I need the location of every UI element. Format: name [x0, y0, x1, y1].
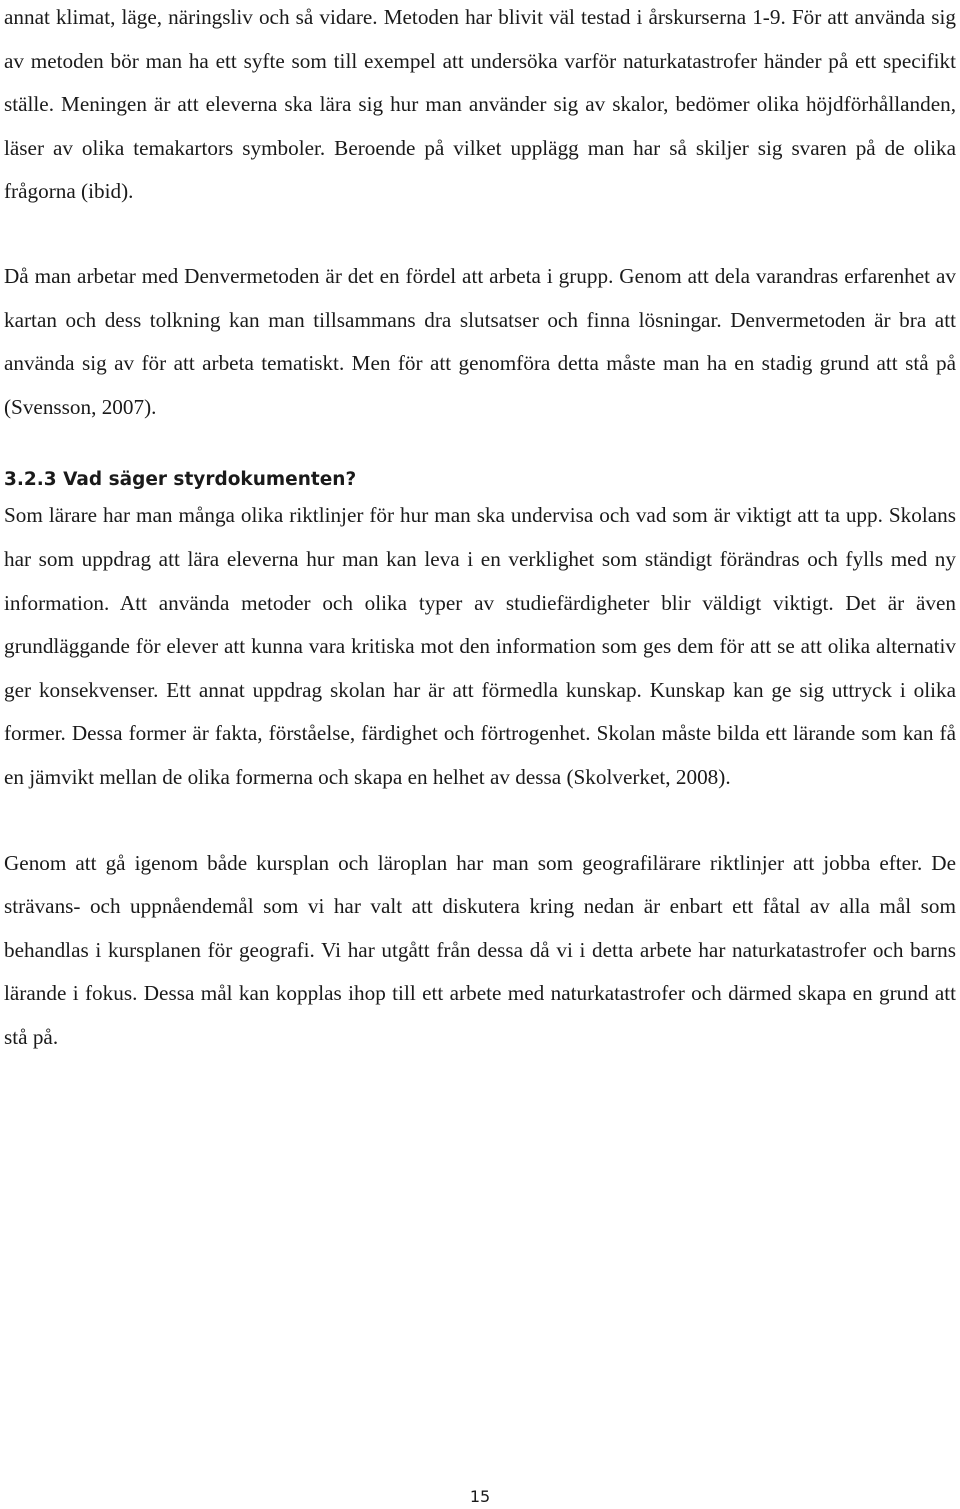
body-paragraph: Som lärare har man många olika riktlinjer för hur man ska undervisa och vad som är viktigt att ta upp. Skolans har som uppdrag att lära eleverna hur man kan leva i en verklighet som ständigt förändras och fylls med ny information. Att använda metoder och olika typer av studiefärdigheter blir väldigt viktigt. Det är även grundläggande för elever att kunna vara kritiska mot den information som ges dem för att se att olika alternativ ger konsekvenser. Ett annat uppdrag skolan har är att förmedla kunskap. Kunskap kan ge sig uttryck i olika former. Dessa former är fakta, förståelse, färdighet och förtrogenhet. Skolan måste bilda ett lärande som kan få en jämvikt mellan de olika formerna och skapa en helhet av dessa (Skolverket, 2008).	[4, 503, 956, 789]
body-paragraph: annat klimat, läge, näringsliv och så vidare. Metoden har blivit väl testad i årskurserna 1-9. För att använda sig av metoden bör man ha ett syfte som till exempel att undersöka varför naturkatastrofer händer på ett specifikt ställe. Meningen är att eleverna ska lära sig hur man använder sig av skalor, bedömer olika höjdförhållanden, läser av olika temakartors symboler. Beroende på vilket upplägg man har så skiljer sig svaren på de olika frågorna (ibid).	[4, 5, 956, 204]
body-paragraph: Då man arbetar med Denvermetoden är det en fördel att arbeta i grupp. Genom att dela varandras erfarenhet av kartan och dess tolkning kan man tillsammans dra slutsatser och finna lösningar. Denvermetoden är bra att använda sig av för att arbeta tematiskt. Men för att genomföra detta måste man ha en stadig grund att stå på (Svensson, 2007).	[4, 263, 956, 419]
section-heading: 3.2.3 Vad säger styrdokumenten?	[4, 469, 357, 491]
body-paragraph: Genom att gå igenom både kursplan och läroplan har man som geografilärare riktlinjer att jobba efter. De strävans- och uppnåendemål som vi har valt att diskutera kring nedan är enbart ett fåtal av alla mål som behandlas i kursplanen för geografi. Vi har utgått från dessa då vi i detta arbete har naturkatastrofer och barns lärande i fokus. Dessa mål kan kopplas ihop till ett arbete med naturkatastrofer och därmed skapa en grund att stå på.	[4, 850, 956, 1049]
page-number: 15	[469, 1487, 491, 1506]
document-page	[4, 0, 956, 1059]
